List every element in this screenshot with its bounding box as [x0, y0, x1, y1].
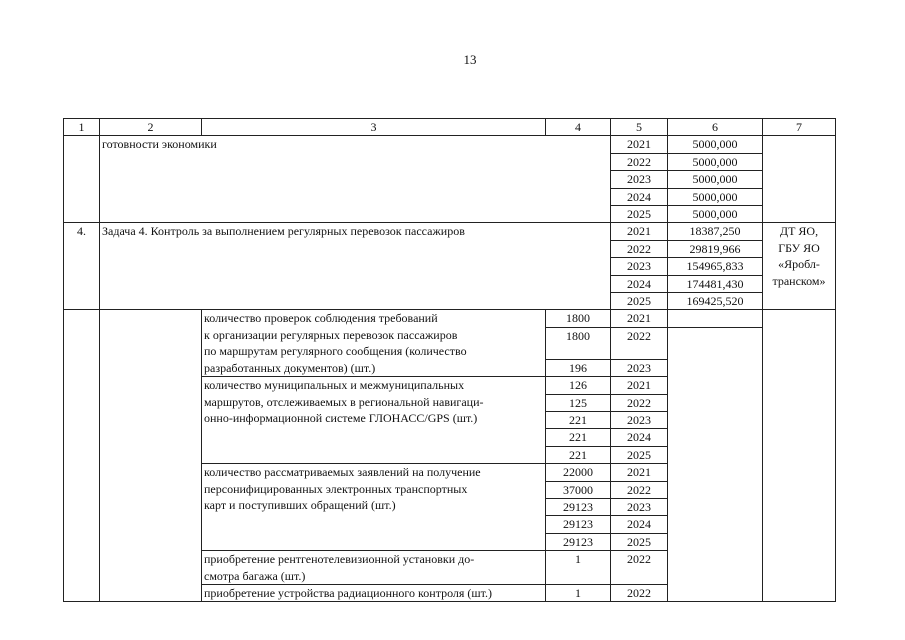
year-cell: 2022	[611, 240, 668, 257]
header-cell-4: 4	[546, 119, 611, 136]
indicator-value-cell: 1800	[546, 310, 611, 327]
year-cell: 2022	[611, 327, 668, 359]
row-number-cell: 4.	[64, 223, 100, 310]
indicator-text-line: приобретение рентгенотелевизионной установки до-	[204, 552, 475, 567]
indicator-text-line: персонифицированных электронных транспортных	[204, 481, 468, 496]
responsible-line: ДТ ЯО,	[779, 224, 819, 239]
empty-cell	[100, 310, 202, 602]
indicator-text-cell	[202, 310, 546, 377]
responsible-cell	[763, 136, 836, 223]
indicator-value-cell: 221	[546, 446, 611, 463]
table-row	[64, 223, 836, 240]
year-cell: 2022	[611, 153, 668, 170]
year-cell: 2023	[611, 411, 668, 428]
indicator-value-cell: 221	[546, 429, 611, 446]
amount-cell: 169425,520	[668, 293, 763, 310]
year-cell: 2021	[611, 136, 668, 153]
responsible-line: ГБУ ЯО	[778, 240, 820, 255]
table-row	[64, 136, 836, 153]
year-cell: 2021	[611, 464, 668, 481]
indicator-text-line: маршрутов, отслеживаемых в региональной навигаци-	[204, 394, 484, 409]
indicator-value-cell: 1	[546, 551, 611, 585]
task-title-cell: Задача 4. Контроль за выполнением регулярных перевозок пассажиров	[100, 223, 611, 310]
indicator-text-line: смотра багажа (шт.)	[204, 568, 306, 583]
table-body	[64, 136, 836, 602]
indicator-text-line: онно-информационной системе ГЛОНАСС/GPS (шт.)	[204, 410, 478, 425]
header-cell-2: 2	[100, 119, 202, 136]
indicator-text-cell	[202, 377, 546, 464]
responsible-cell	[763, 223, 836, 310]
amount-cell: 5000,000	[668, 188, 763, 205]
year-cell: 2021	[611, 223, 668, 240]
header-cell-5: 5	[611, 119, 668, 136]
header-cell-7: 7	[763, 119, 836, 136]
year-cell: 2024	[611, 188, 668, 205]
indicator-value-cell: 29123	[546, 498, 611, 515]
year-cell: 2025	[611, 293, 668, 310]
amount-cell: 29819,966	[668, 240, 763, 257]
indicator-value-cell: 37000	[546, 481, 611, 498]
year-cell: 2021	[611, 310, 668, 327]
header-row	[64, 119, 836, 136]
year-cell: 2022	[611, 481, 668, 498]
amount-cell: 154965,833	[668, 258, 763, 275]
indicator-text-line: количество проверок соблюдения требований	[204, 311, 438, 326]
indicator-text-line: разработанных документов) (шт.)	[204, 360, 376, 375]
indicator-value-cell: 1	[546, 584, 611, 601]
year-cell: 2024	[611, 429, 668, 446]
empty-cell	[668, 310, 763, 327]
indicator-text-cell	[202, 551, 546, 585]
row-number-cell	[64, 136, 100, 223]
header-cell-1: 1	[64, 119, 100, 136]
year-cell: 2022	[611, 394, 668, 411]
responsible-line: «Яробл-	[778, 257, 820, 272]
indicator-text-line: к организации регулярных перевозок пассажиров	[204, 327, 458, 342]
year-cell: 2025	[611, 206, 668, 223]
empty-cell	[763, 310, 836, 602]
indicator-text-cell	[202, 584, 546, 601]
year-cell: 2022	[611, 551, 668, 585]
row-number-cell	[64, 310, 100, 602]
indicator-text-line: приобретение устройства радиационного контроля (шт.)	[204, 585, 493, 600]
year-cell: 2025	[611, 446, 668, 463]
year-cell: 2024	[611, 516, 668, 533]
indicator-value-cell: 221	[546, 411, 611, 428]
indicator-text-line: карт и поступивших обращений (шт.)	[204, 497, 396, 512]
indicator-value-cell: 125	[546, 394, 611, 411]
amount-cell: 18387,250	[668, 223, 763, 240]
table-row	[64, 310, 836, 327]
indicator-value-cell: 22000	[546, 464, 611, 481]
indicator-value-cell: 196	[546, 359, 611, 376]
amount-cell: 5000,000	[668, 153, 763, 170]
year-cell: 2023	[611, 359, 668, 376]
year-cell: 2023	[611, 258, 668, 275]
page-number: 13	[463, 52, 477, 67]
header-cell-6: 6	[668, 119, 763, 136]
amount-cell: 5000,000	[668, 171, 763, 188]
header-cell-3: 3	[202, 119, 546, 136]
responsible-line: транском»	[772, 273, 826, 288]
year-cell: 2024	[611, 275, 668, 292]
year-cell: 2025	[611, 533, 668, 550]
indicator-text-cell	[202, 464, 546, 551]
indicator-text-line: количество рассматриваемых заявлений на получение	[204, 465, 481, 480]
year-cell: 2022	[611, 584, 668, 601]
year-cell: 2021	[611, 377, 668, 394]
section-text-cell: готовности экономики	[100, 136, 611, 223]
indicator-text-line: количество муниципальных и межмуниципальных	[204, 378, 465, 393]
amount-cell: 5000,000	[668, 136, 763, 153]
program-table	[63, 118, 836, 602]
year-cell: 2023	[611, 498, 668, 515]
indicator-value-cell: 29123	[546, 516, 611, 533]
indicator-text-line: по маршрутам регулярного сообщения (количество	[204, 344, 467, 359]
year-cell: 2023	[611, 171, 668, 188]
empty-cell	[668, 327, 763, 602]
amount-cell: 5000,000	[668, 206, 763, 223]
indicator-value-cell: 1800	[546, 327, 611, 359]
amount-cell: 174481,430	[668, 275, 763, 292]
indicator-value-cell: 126	[546, 377, 611, 394]
indicator-value-cell: 29123	[546, 533, 611, 550]
